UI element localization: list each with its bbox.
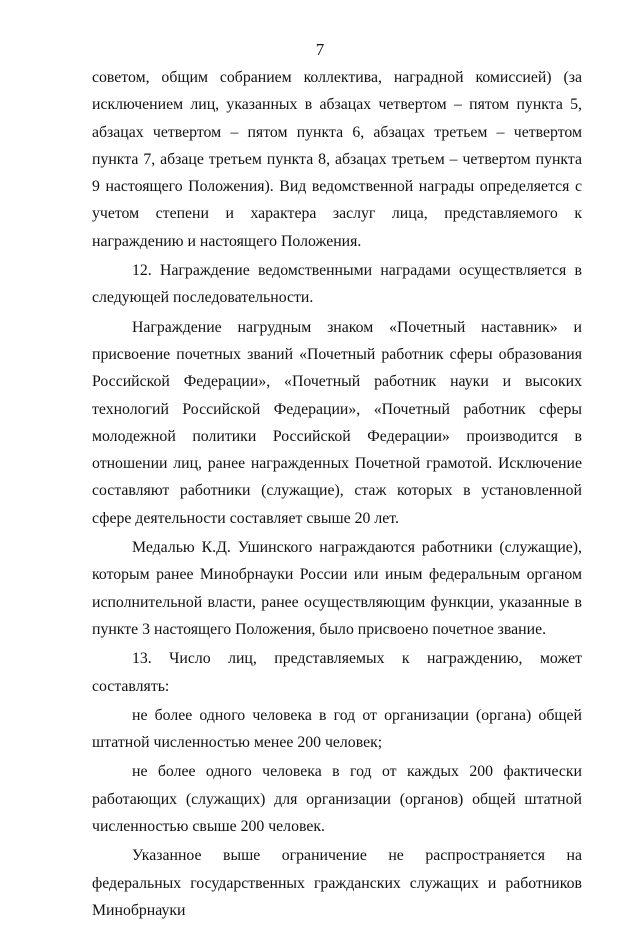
- paragraph-limit-over-200: не более одного человека в год от каждых 200 фактически работающих (служащих) для организации (органов) общей штатной численностью свыше 200 человек.: [92, 763, 582, 836]
- paragraph-limit-under-200: не более одного человека в год от организации (органа) общей штатной численностью менее 200 человек;: [92, 706, 582, 752]
- paragraph-item-12: 12. Награждение ведомственными наградами осуществляется в следующей последовательности.: [92, 262, 582, 307]
- paragraph-ushinsky-medal: Медалью К.Д. Ушинского награждаются работники (служащие), которым ранее Минобрнауки России или иным федеральным органом исполнительной власти, ранее осуществляющим функции, указанные в пункте 3 настоящего Положения, было присвоено почетное звание.: [92, 539, 582, 638]
- paragraph-item-13: 13. Число лиц, представляемых к награждению, может составлять:: [92, 650, 582, 695]
- page-number: 7: [315, 40, 325, 59]
- paragraph-badge-mentor: Награждение нагрудным знаком «Почетный наставник» и присвоение почетных званий «Почетный работник сферы образования Российской Федерации», «Почетный работник науки и высоких технологий Российской Федерации», «Почетный работник сферы молодежной политики Российской Федерации» производится в отношении лиц, ранее награжденных Почетной грамотой. Исключение составляют работники (служащие), стаж которых в установленной сфере деятельности составляет свыше 20 лет.: [92, 318, 582, 527]
- document-body: [92, 64, 582, 926]
- paragraph-limit-exception: Указанное выше ограничение не распространяется на федеральных государственных гражданских служащих и работников Минобрнауки: [92, 847, 582, 919]
- paragraph-continuation: советом, общим собранием коллектива, наградной комиссией) (за исключением лиц, указанных в абзацах четвертом – пятом пункта 5, абзацах четвертом – пятом пункта 6, абзацах третьем – четвертом пункта 7, абзаце третьем пункта 8, абзацах третьем – четвертом пункта 9 настоящего Положения). Вид ведомственной награды определяется с учетом степени и характера заслуг лица, представляемого к награждению и настоящего Положения.: [92, 69, 582, 250]
